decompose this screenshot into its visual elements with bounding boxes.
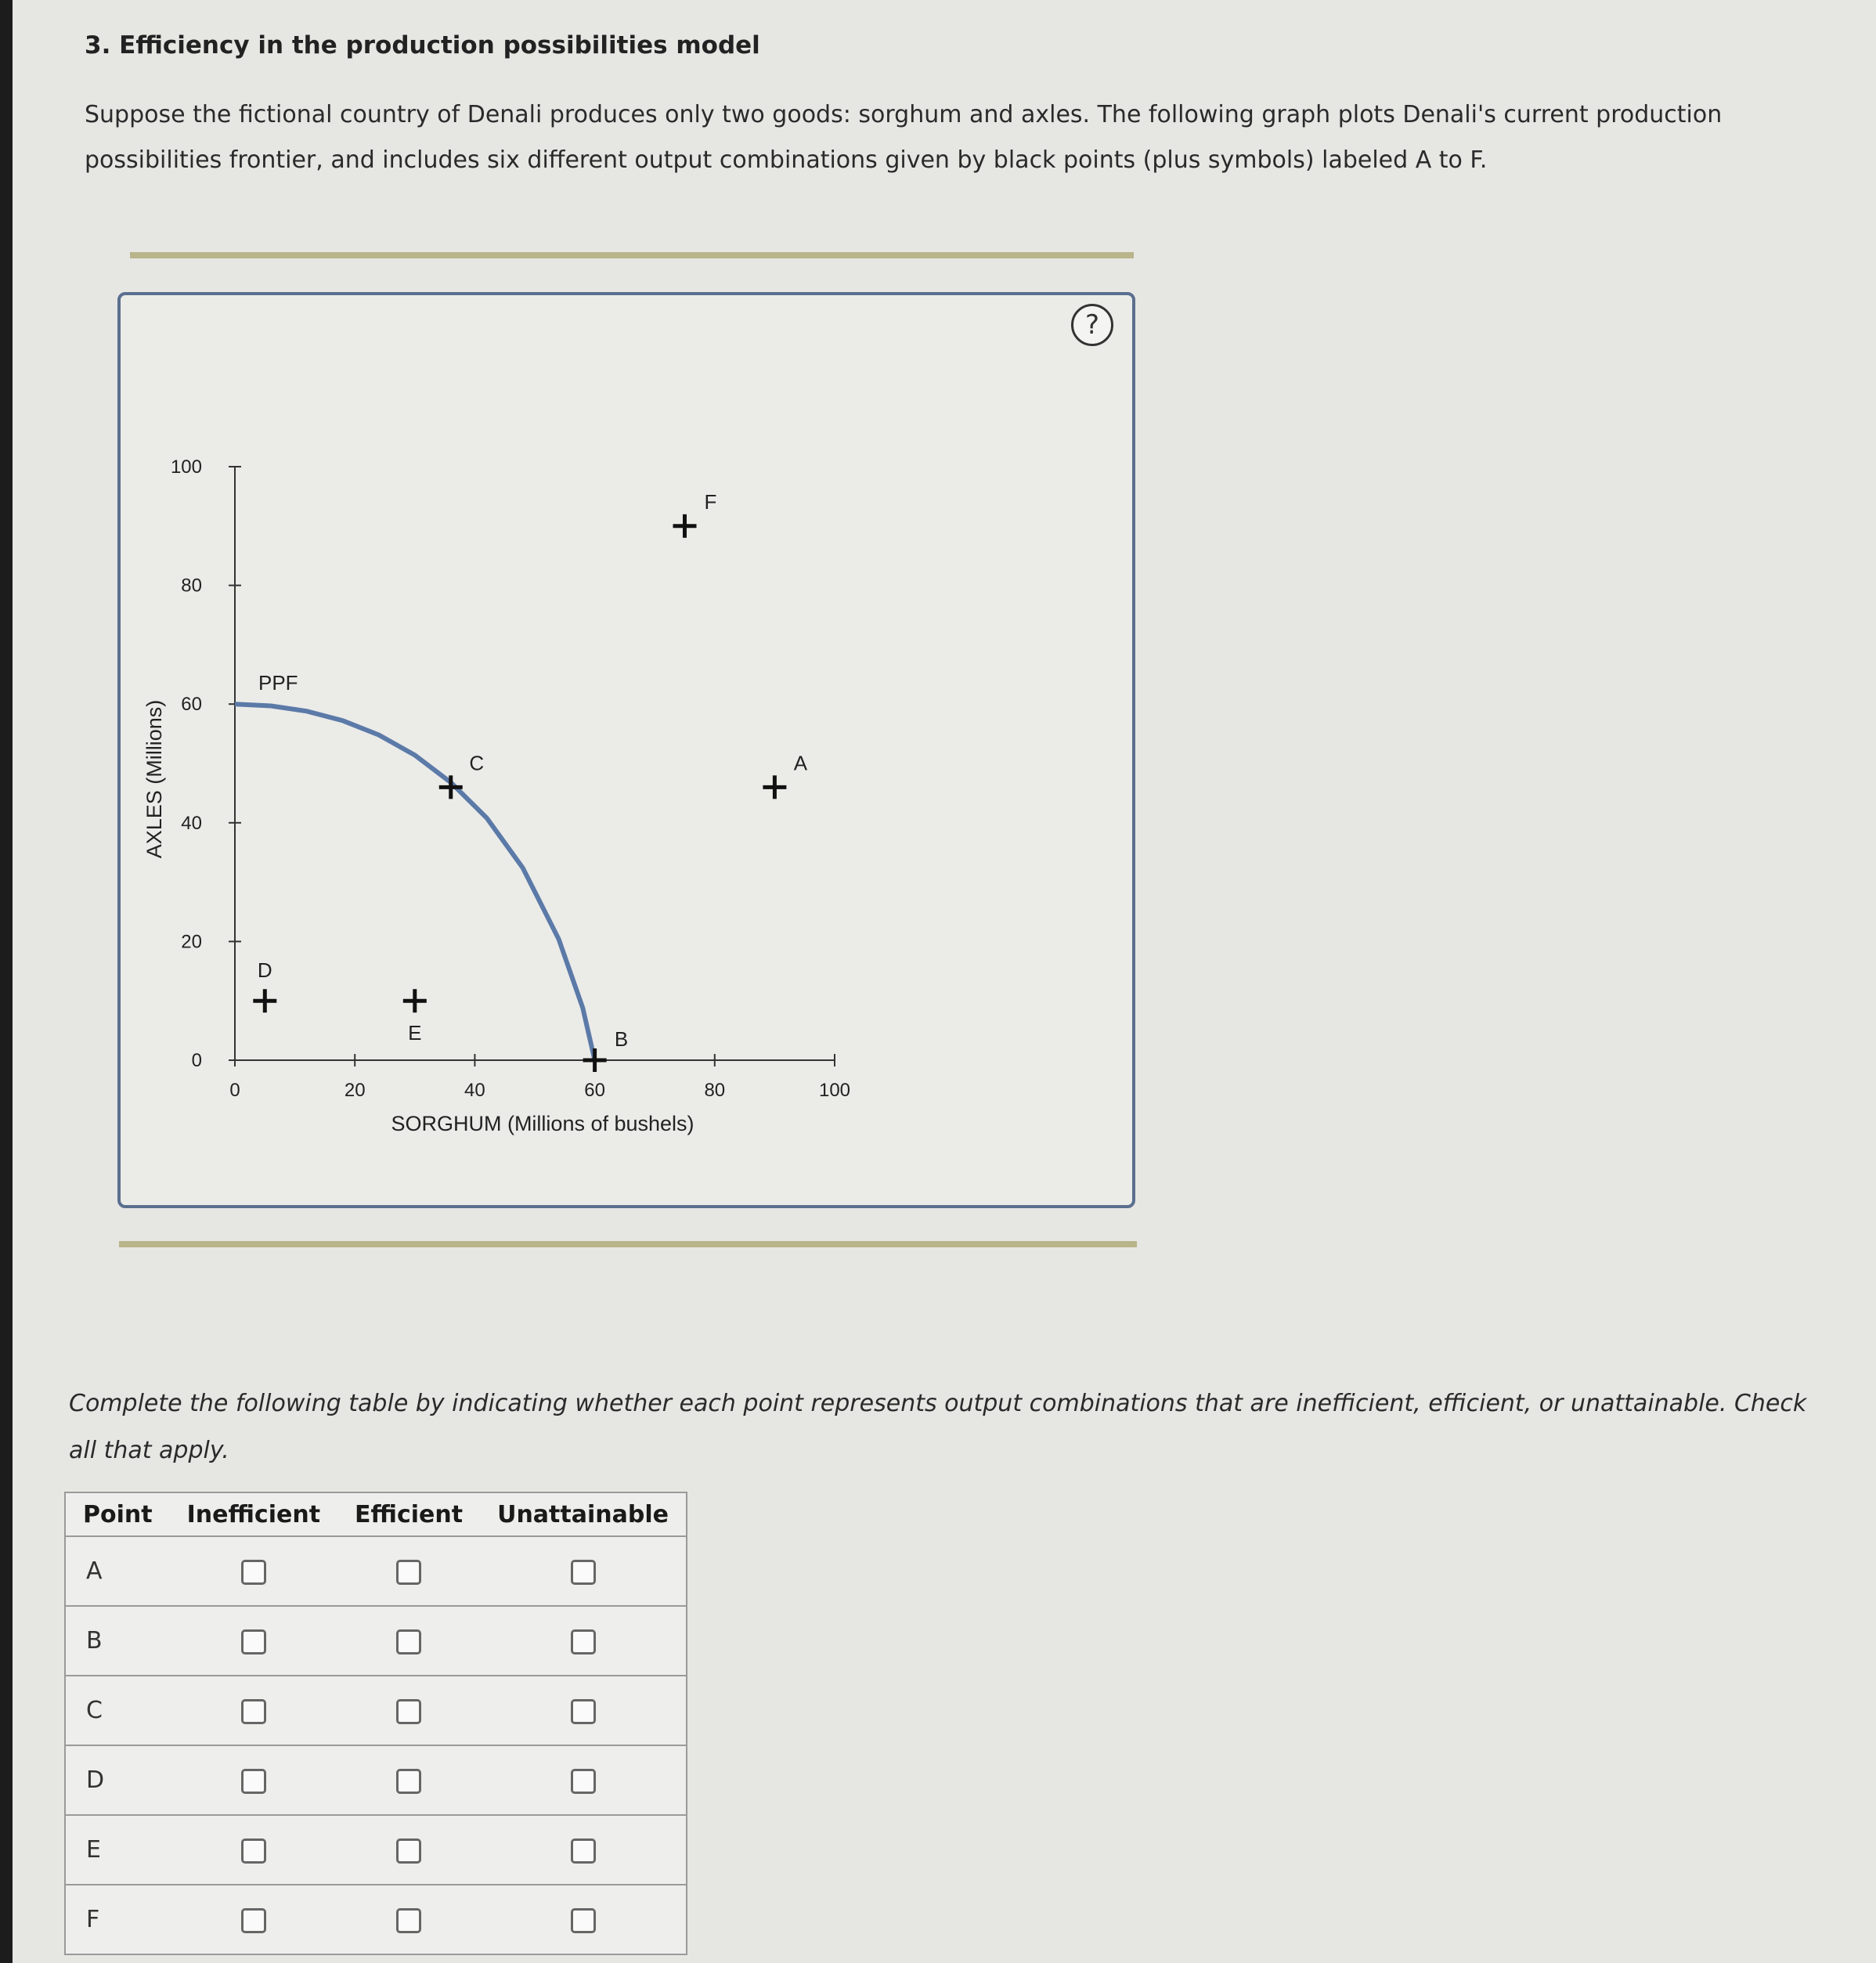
point-label-a: A	[65, 1536, 170, 1606]
point-label: C	[469, 751, 485, 775]
checkbox-f-efficient[interactable]	[396, 1908, 421, 1933]
x-tick-label: 100	[818, 1080, 851, 1101]
checkbox-a-efficient[interactable]	[396, 1560, 421, 1585]
table-row	[65, 1606, 687, 1676]
chart-points	[253, 490, 807, 1072]
point-label: E	[408, 1021, 422, 1045]
y-tick-label: 80	[181, 575, 202, 597]
checkbox-b-efficient[interactable]	[396, 1629, 421, 1654]
checkbox-d-unattainable[interactable]	[571, 1769, 596, 1794]
chart-axes	[235, 467, 835, 1060]
checkbox-e-unattainable[interactable]	[571, 1839, 596, 1864]
bottom-divider	[119, 1241, 1137, 1247]
y-tick-label: 60	[181, 694, 202, 716]
x-tick-label: 0	[229, 1080, 240, 1101]
checkbox-d-inefficient[interactable]	[241, 1769, 266, 1794]
y-tick-label: 0	[191, 1050, 202, 1071]
header-efficient: Efficient	[337, 1492, 480, 1536]
checkbox-a-inefficient[interactable]	[241, 1560, 266, 1585]
y-axis-title: AXLES (Millions)	[143, 699, 166, 859]
question-intro: Suppose the fictional country of Denali produces only two goods: sorghum and axles. The following graph plots Denali's current production possibilities frontier, and includes six different output combinations given by black points (plus symbols) labeled A to F.	[85, 101, 1723, 174]
table-instructions: Complete the following table by indicating whether each point represents output combinations that are inefficient, efficient, or unattainable. Check all that apply.	[69, 1390, 1807, 1464]
checkbox-e-inefficient[interactable]	[241, 1839, 266, 1864]
question-title: 3. Efficiency in the production possibilities model	[85, 31, 760, 60]
x-tick-label: 80	[704, 1080, 726, 1101]
table-row	[65, 1536, 687, 1606]
checkbox-f-unattainable[interactable]	[571, 1908, 596, 1933]
point-label: D	[257, 958, 272, 983]
table-header-row	[65, 1492, 687, 1536]
y-tick-label: 100	[170, 456, 202, 478]
table-row	[65, 1745, 687, 1815]
point-f	[673, 490, 717, 538]
answer-table	[64, 1492, 687, 1955]
point-label-e: E	[65, 1815, 170, 1885]
x-axis-title: SORGHUM (Millions of bushels)	[391, 1112, 694, 1135]
x-tick-label: 60	[584, 1080, 605, 1101]
point-label-b: B	[65, 1606, 170, 1676]
point-label: B	[614, 1027, 629, 1051]
header-point: Point	[65, 1492, 170, 1536]
table-row	[65, 1815, 687, 1885]
x-tick-label: 40	[464, 1080, 485, 1101]
checkbox-c-efficient[interactable]	[396, 1699, 421, 1724]
checkbox-b-inefficient[interactable]	[241, 1629, 266, 1654]
point-label: F	[704, 489, 717, 514]
header-unattainable: Unattainable	[480, 1492, 687, 1536]
point-a	[763, 751, 807, 799]
table-row	[65, 1676, 687, 1745]
point-d	[253, 958, 276, 1012]
point-label-d: D	[65, 1745, 170, 1815]
help-label: ?	[1084, 309, 1100, 341]
checkbox-c-inefficient[interactable]	[241, 1699, 266, 1724]
checkbox-d-efficient[interactable]	[396, 1769, 421, 1794]
header-inefficient: Inefficient	[170, 1492, 337, 1536]
point-label: A	[793, 751, 808, 775]
point-label-c: C	[65, 1676, 170, 1745]
checkbox-e-efficient[interactable]	[396, 1839, 421, 1864]
table-row	[65, 1885, 687, 1954]
checkbox-f-inefficient[interactable]	[241, 1908, 266, 1933]
checkbox-a-unattainable[interactable]	[571, 1560, 596, 1585]
point-e	[403, 989, 427, 1045]
chart-ticks	[171, 456, 850, 1101]
ppf-label: PPF	[258, 671, 298, 695]
point-label-f: F	[65, 1885, 170, 1954]
checkbox-b-unattainable[interactable]	[571, 1629, 596, 1654]
y-tick-label: 20	[181, 931, 202, 953]
checkbox-c-unattainable[interactable]	[571, 1699, 596, 1724]
x-tick-label: 20	[344, 1080, 366, 1101]
y-tick-label: 40	[181, 812, 202, 834]
